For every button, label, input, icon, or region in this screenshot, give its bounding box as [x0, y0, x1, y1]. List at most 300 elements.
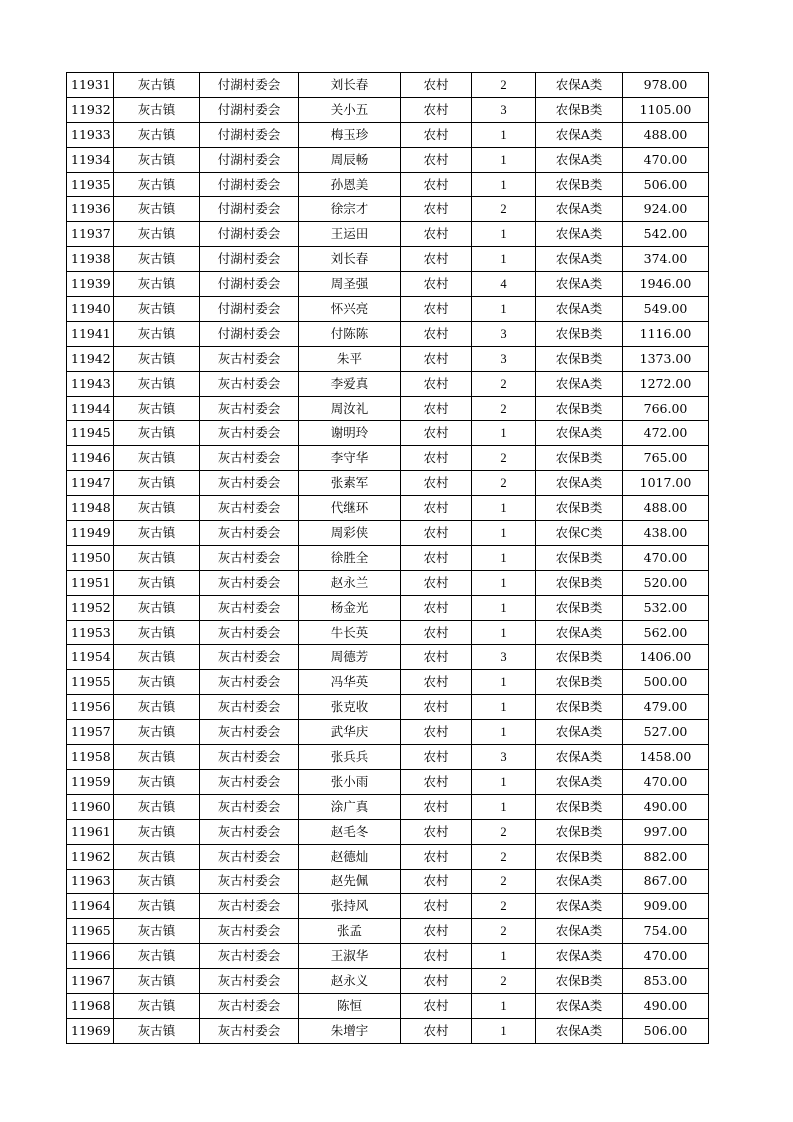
residence-type-cell: 农村 [401, 346, 472, 371]
row-number-cell: 11964 [67, 894, 114, 919]
residence-type-cell: 农村 [401, 595, 472, 620]
insurance-category-cell: 农保B类 [536, 446, 623, 471]
village-committee-cell: 灰古村委会 [200, 969, 299, 994]
table-body [67, 73, 709, 1044]
table-row [67, 745, 709, 770]
village-committee-cell: 灰古村委会 [200, 521, 299, 546]
amount-cell: 500.00 [623, 670, 709, 695]
amount-cell: 1458.00 [623, 745, 709, 770]
town-cell: 灰古镇 [114, 346, 200, 371]
residence-type-cell: 农村 [401, 396, 472, 421]
household-size-cell: 2 [472, 869, 536, 894]
row-number-cell: 11940 [67, 297, 114, 322]
table-row [67, 844, 709, 869]
row-number-cell: 11938 [67, 247, 114, 272]
town-cell: 灰古镇 [114, 969, 200, 994]
amount-cell: 374.00 [623, 247, 709, 272]
insurance-category-cell: 农保B类 [536, 969, 623, 994]
town-cell: 灰古镇 [114, 570, 200, 595]
name-cell: 周汝礼 [299, 396, 401, 421]
household-size-cell: 2 [472, 919, 536, 944]
table-row [67, 496, 709, 521]
village-committee-cell: 灰古村委会 [200, 720, 299, 745]
insurance-category-cell: 农保A类 [536, 272, 623, 297]
records-table [66, 72, 709, 1044]
household-size-cell: 2 [472, 396, 536, 421]
row-number-cell: 11963 [67, 869, 114, 894]
name-cell: 赵德灿 [299, 844, 401, 869]
town-cell: 灰古镇 [114, 595, 200, 620]
insurance-category-cell: 农保A类 [536, 421, 623, 446]
row-number-cell: 11932 [67, 97, 114, 122]
row-number-cell: 11942 [67, 346, 114, 371]
insurance-category-cell: 农保B类 [536, 321, 623, 346]
residence-type-cell: 农村 [401, 894, 472, 919]
village-committee-cell: 灰古村委会 [200, 944, 299, 969]
residence-type-cell: 农村 [401, 769, 472, 794]
name-cell: 赵毛冬 [299, 819, 401, 844]
town-cell: 灰古镇 [114, 670, 200, 695]
name-cell: 赵永义 [299, 969, 401, 994]
insurance-category-cell: 农保A类 [536, 993, 623, 1018]
amount-cell: 490.00 [623, 993, 709, 1018]
village-committee-cell: 灰古村委会 [200, 446, 299, 471]
village-committee-cell: 付湖村委会 [200, 122, 299, 147]
name-cell: 付陈陈 [299, 321, 401, 346]
name-cell: 王运田 [299, 222, 401, 247]
town-cell: 灰古镇 [114, 521, 200, 546]
insurance-category-cell: 农保B类 [536, 645, 623, 670]
residence-type-cell: 农村 [401, 272, 472, 297]
town-cell: 灰古镇 [114, 247, 200, 272]
name-cell: 陈恒 [299, 993, 401, 1018]
table-row [67, 446, 709, 471]
household-size-cell: 2 [472, 73, 536, 98]
amount-cell: 488.00 [623, 122, 709, 147]
insurance-category-cell: 农保A类 [536, 919, 623, 944]
row-number-cell: 11934 [67, 147, 114, 172]
amount-cell: 909.00 [623, 894, 709, 919]
insurance-category-cell: 农保A类 [536, 944, 623, 969]
village-committee-cell: 付湖村委会 [200, 147, 299, 172]
row-number-cell: 11941 [67, 321, 114, 346]
row-number-cell: 11965 [67, 919, 114, 944]
amount-cell: 853.00 [623, 969, 709, 994]
amount-cell: 978.00 [623, 73, 709, 98]
village-committee-cell: 灰古村委会 [200, 545, 299, 570]
row-number-cell: 11937 [67, 222, 114, 247]
residence-type-cell: 农村 [401, 147, 472, 172]
table-row [67, 894, 709, 919]
amount-cell: 532.00 [623, 595, 709, 620]
residence-type-cell: 农村 [401, 247, 472, 272]
amount-cell: 997.00 [623, 819, 709, 844]
town-cell: 灰古镇 [114, 122, 200, 147]
name-cell: 赵先佩 [299, 869, 401, 894]
row-number-cell: 11943 [67, 371, 114, 396]
table-row [67, 969, 709, 994]
residence-type-cell: 农村 [401, 122, 472, 147]
name-cell: 张素军 [299, 471, 401, 496]
insurance-category-cell: 农保B类 [536, 570, 623, 595]
row-number-cell: 11967 [67, 969, 114, 994]
town-cell: 灰古镇 [114, 745, 200, 770]
town-cell: 灰古镇 [114, 894, 200, 919]
town-cell: 灰古镇 [114, 1018, 200, 1043]
row-number-cell: 11946 [67, 446, 114, 471]
village-committee-cell: 灰古村委会 [200, 471, 299, 496]
insurance-category-cell: 农保B类 [536, 545, 623, 570]
household-size-cell: 3 [472, 745, 536, 770]
amount-cell: 765.00 [623, 446, 709, 471]
insurance-category-cell: 农保B类 [536, 844, 623, 869]
household-size-cell: 1 [472, 421, 536, 446]
household-size-cell: 1 [472, 122, 536, 147]
table-row [67, 147, 709, 172]
household-size-cell: 1 [472, 147, 536, 172]
town-cell: 灰古镇 [114, 919, 200, 944]
name-cell: 朱增宇 [299, 1018, 401, 1043]
amount-cell: 1406.00 [623, 645, 709, 670]
village-committee-cell: 灰古村委会 [200, 1018, 299, 1043]
household-size-cell: 2 [472, 471, 536, 496]
household-size-cell: 2 [472, 969, 536, 994]
residence-type-cell: 农村 [401, 545, 472, 570]
table-row [67, 769, 709, 794]
row-number-cell: 11947 [67, 471, 114, 496]
amount-cell: 766.00 [623, 396, 709, 421]
household-size-cell: 1 [472, 720, 536, 745]
village-committee-cell: 付湖村委会 [200, 247, 299, 272]
household-size-cell: 1 [472, 620, 536, 645]
insurance-category-cell: 农保A类 [536, 720, 623, 745]
table-row [67, 670, 709, 695]
household-size-cell: 1 [472, 769, 536, 794]
village-committee-cell: 灰古村委会 [200, 570, 299, 595]
residence-type-cell: 农村 [401, 645, 472, 670]
insurance-category-cell: 农保A类 [536, 620, 623, 645]
insurance-category-cell: 农保A类 [536, 371, 623, 396]
insurance-category-cell: 农保B类 [536, 819, 623, 844]
household-size-cell: 1 [472, 595, 536, 620]
name-cell: 李守华 [299, 446, 401, 471]
table-row [67, 272, 709, 297]
amount-cell: 562.00 [623, 620, 709, 645]
amount-cell: 470.00 [623, 147, 709, 172]
name-cell: 徐胜全 [299, 545, 401, 570]
residence-type-cell: 农村 [401, 421, 472, 446]
table-row [67, 944, 709, 969]
town-cell: 灰古镇 [114, 396, 200, 421]
residence-type-cell: 农村 [401, 1018, 472, 1043]
residence-type-cell: 农村 [401, 794, 472, 819]
name-cell: 刘长春 [299, 73, 401, 98]
residence-type-cell: 农村 [401, 297, 472, 322]
row-number-cell: 11966 [67, 944, 114, 969]
table-row [67, 297, 709, 322]
town-cell: 灰古镇 [114, 620, 200, 645]
insurance-category-cell: 农保A类 [536, 894, 623, 919]
household-size-cell: 1 [472, 794, 536, 819]
amount-cell: 470.00 [623, 944, 709, 969]
amount-cell: 488.00 [623, 496, 709, 521]
table-row [67, 172, 709, 197]
row-number-cell: 11945 [67, 421, 114, 446]
name-cell: 牛长英 [299, 620, 401, 645]
household-size-cell: 1 [472, 172, 536, 197]
village-committee-cell: 灰古村委会 [200, 869, 299, 894]
town-cell: 灰古镇 [114, 222, 200, 247]
village-committee-cell: 灰古村委会 [200, 894, 299, 919]
village-committee-cell: 付湖村委会 [200, 73, 299, 98]
town-cell: 灰古镇 [114, 869, 200, 894]
household-size-cell: 1 [472, 570, 536, 595]
table-row [67, 247, 709, 272]
row-number-cell: 11933 [67, 122, 114, 147]
village-committee-cell: 付湖村委会 [200, 297, 299, 322]
residence-type-cell: 农村 [401, 695, 472, 720]
town-cell: 灰古镇 [114, 496, 200, 521]
household-size-cell: 1 [472, 545, 536, 570]
residence-type-cell: 农村 [401, 73, 472, 98]
amount-cell: 1373.00 [623, 346, 709, 371]
village-committee-cell: 灰古村委会 [200, 595, 299, 620]
village-committee-cell: 灰古村委会 [200, 993, 299, 1018]
town-cell: 灰古镇 [114, 97, 200, 122]
residence-type-cell: 农村 [401, 993, 472, 1018]
residence-type-cell: 农村 [401, 670, 472, 695]
village-committee-cell: 灰古村委会 [200, 620, 299, 645]
insurance-category-cell: 农保A类 [536, 471, 623, 496]
household-size-cell: 4 [472, 272, 536, 297]
name-cell: 李爱真 [299, 371, 401, 396]
table-row [67, 545, 709, 570]
amount-cell: 527.00 [623, 720, 709, 745]
amount-cell: 867.00 [623, 869, 709, 894]
table-row [67, 695, 709, 720]
household-size-cell: 2 [472, 446, 536, 471]
town-cell: 灰古镇 [114, 720, 200, 745]
household-size-cell: 2 [472, 819, 536, 844]
name-cell: 王淑华 [299, 944, 401, 969]
amount-cell: 1946.00 [623, 272, 709, 297]
name-cell: 张兵兵 [299, 745, 401, 770]
amount-cell: 754.00 [623, 919, 709, 944]
town-cell: 灰古镇 [114, 446, 200, 471]
insurance-category-cell: 农保B类 [536, 695, 623, 720]
amount-cell: 1105.00 [623, 97, 709, 122]
household-size-cell: 1 [472, 222, 536, 247]
village-committee-cell: 付湖村委会 [200, 172, 299, 197]
name-cell: 张克收 [299, 695, 401, 720]
name-cell: 代继环 [299, 496, 401, 521]
name-cell: 张小雨 [299, 769, 401, 794]
amount-cell: 1116.00 [623, 321, 709, 346]
name-cell: 张持风 [299, 894, 401, 919]
row-number-cell: 11968 [67, 993, 114, 1018]
residence-type-cell: 农村 [401, 969, 472, 994]
insurance-category-cell: 农保A类 [536, 222, 623, 247]
insurance-category-cell: 农保B类 [536, 595, 623, 620]
village-committee-cell: 付湖村委会 [200, 321, 299, 346]
residence-type-cell: 农村 [401, 496, 472, 521]
town-cell: 灰古镇 [114, 944, 200, 969]
town-cell: 灰古镇 [114, 197, 200, 222]
residence-type-cell: 农村 [401, 446, 472, 471]
residence-type-cell: 农村 [401, 521, 472, 546]
household-size-cell: 1 [472, 247, 536, 272]
name-cell: 周德芳 [299, 645, 401, 670]
amount-cell: 506.00 [623, 1018, 709, 1043]
amount-cell: 1272.00 [623, 371, 709, 396]
village-committee-cell: 灰古村委会 [200, 745, 299, 770]
row-number-cell: 11962 [67, 844, 114, 869]
name-cell: 杨金光 [299, 595, 401, 620]
residence-type-cell: 农村 [401, 944, 472, 969]
residence-type-cell: 农村 [401, 720, 472, 745]
name-cell: 朱平 [299, 346, 401, 371]
name-cell: 孙恩美 [299, 172, 401, 197]
table-row [67, 471, 709, 496]
town-cell: 灰古镇 [114, 272, 200, 297]
residence-type-cell: 农村 [401, 919, 472, 944]
row-number-cell: 11952 [67, 595, 114, 620]
household-size-cell: 3 [472, 321, 536, 346]
residence-type-cell: 农村 [401, 371, 472, 396]
row-number-cell: 11959 [67, 769, 114, 794]
amount-cell: 470.00 [623, 545, 709, 570]
residence-type-cell: 农村 [401, 471, 472, 496]
village-committee-cell: 付湖村委会 [200, 97, 299, 122]
village-committee-cell: 灰古村委会 [200, 794, 299, 819]
row-number-cell: 11950 [67, 545, 114, 570]
insurance-category-cell: 农保A类 [536, 73, 623, 98]
row-number-cell: 11936 [67, 197, 114, 222]
insurance-category-cell: 农保A类 [536, 297, 623, 322]
household-size-cell: 3 [472, 97, 536, 122]
insurance-category-cell: 农保A类 [536, 122, 623, 147]
table-row [67, 197, 709, 222]
residence-type-cell: 农村 [401, 869, 472, 894]
amount-cell: 882.00 [623, 844, 709, 869]
name-cell: 周辰畅 [299, 147, 401, 172]
residence-type-cell: 农村 [401, 321, 472, 346]
village-committee-cell: 灰古村委会 [200, 645, 299, 670]
residence-type-cell: 农村 [401, 745, 472, 770]
village-committee-cell: 灰古村委会 [200, 346, 299, 371]
village-committee-cell: 灰古村委会 [200, 919, 299, 944]
table-row [67, 993, 709, 1018]
row-number-cell: 11969 [67, 1018, 114, 1043]
row-number-cell: 11957 [67, 720, 114, 745]
residence-type-cell: 农村 [401, 222, 472, 247]
table-row [67, 595, 709, 620]
household-size-cell: 2 [472, 844, 536, 869]
insurance-category-cell: 农保B类 [536, 670, 623, 695]
table-row [67, 97, 709, 122]
table-row [67, 720, 709, 745]
town-cell: 灰古镇 [114, 172, 200, 197]
village-committee-cell: 付湖村委会 [200, 197, 299, 222]
table-row [67, 321, 709, 346]
table-row [67, 73, 709, 98]
amount-cell: 470.00 [623, 769, 709, 794]
insurance-category-cell: 农保A类 [536, 869, 623, 894]
table-row [67, 521, 709, 546]
table-row [67, 346, 709, 371]
household-size-cell: 2 [472, 894, 536, 919]
table-row [67, 396, 709, 421]
insurance-category-cell: 农保B类 [536, 346, 623, 371]
row-number-cell: 11961 [67, 819, 114, 844]
town-cell: 灰古镇 [114, 73, 200, 98]
household-size-cell: 1 [472, 496, 536, 521]
insurance-category-cell: 农保A类 [536, 745, 623, 770]
name-cell: 周彩侠 [299, 521, 401, 546]
row-number-cell: 11931 [67, 73, 114, 98]
table-row [67, 869, 709, 894]
table-row [67, 222, 709, 247]
amount-cell: 542.00 [623, 222, 709, 247]
village-committee-cell: 灰古村委会 [200, 819, 299, 844]
residence-type-cell: 农村 [401, 570, 472, 595]
row-number-cell: 11944 [67, 396, 114, 421]
insurance-category-cell: 农保B类 [536, 172, 623, 197]
town-cell: 灰古镇 [114, 471, 200, 496]
amount-cell: 549.00 [623, 297, 709, 322]
town-cell: 灰古镇 [114, 993, 200, 1018]
town-cell: 灰古镇 [114, 321, 200, 346]
household-size-cell: 1 [472, 521, 536, 546]
table-row [67, 794, 709, 819]
row-number-cell: 11939 [67, 272, 114, 297]
village-committee-cell: 付湖村委会 [200, 222, 299, 247]
row-number-cell: 11949 [67, 521, 114, 546]
row-number-cell: 11956 [67, 695, 114, 720]
table-row [67, 371, 709, 396]
insurance-category-cell: 农保A类 [536, 1018, 623, 1043]
insurance-category-cell: 农保C类 [536, 521, 623, 546]
name-cell: 赵永兰 [299, 570, 401, 595]
household-size-cell: 2 [472, 197, 536, 222]
village-committee-cell: 灰古村委会 [200, 421, 299, 446]
name-cell: 怀兴亮 [299, 297, 401, 322]
residence-type-cell: 农村 [401, 844, 472, 869]
name-cell: 徐宗才 [299, 197, 401, 222]
table-row [67, 620, 709, 645]
town-cell: 灰古镇 [114, 297, 200, 322]
table-row [67, 122, 709, 147]
table-row [67, 1018, 709, 1043]
insurance-category-cell: 农保A类 [536, 197, 623, 222]
village-committee-cell: 灰古村委会 [200, 396, 299, 421]
village-committee-cell: 灰古村委会 [200, 844, 299, 869]
town-cell: 灰古镇 [114, 545, 200, 570]
table-row [67, 570, 709, 595]
row-number-cell: 11958 [67, 745, 114, 770]
insurance-category-cell: 农保B类 [536, 496, 623, 521]
name-cell: 涂广真 [299, 794, 401, 819]
household-size-cell: 1 [472, 1018, 536, 1043]
amount-cell: 479.00 [623, 695, 709, 720]
name-cell: 冯华英 [299, 670, 401, 695]
name-cell: 谢明玲 [299, 421, 401, 446]
household-size-cell: 2 [472, 371, 536, 396]
village-committee-cell: 付湖村委会 [200, 272, 299, 297]
name-cell: 关小五 [299, 97, 401, 122]
residence-type-cell: 农村 [401, 819, 472, 844]
household-size-cell: 1 [472, 944, 536, 969]
